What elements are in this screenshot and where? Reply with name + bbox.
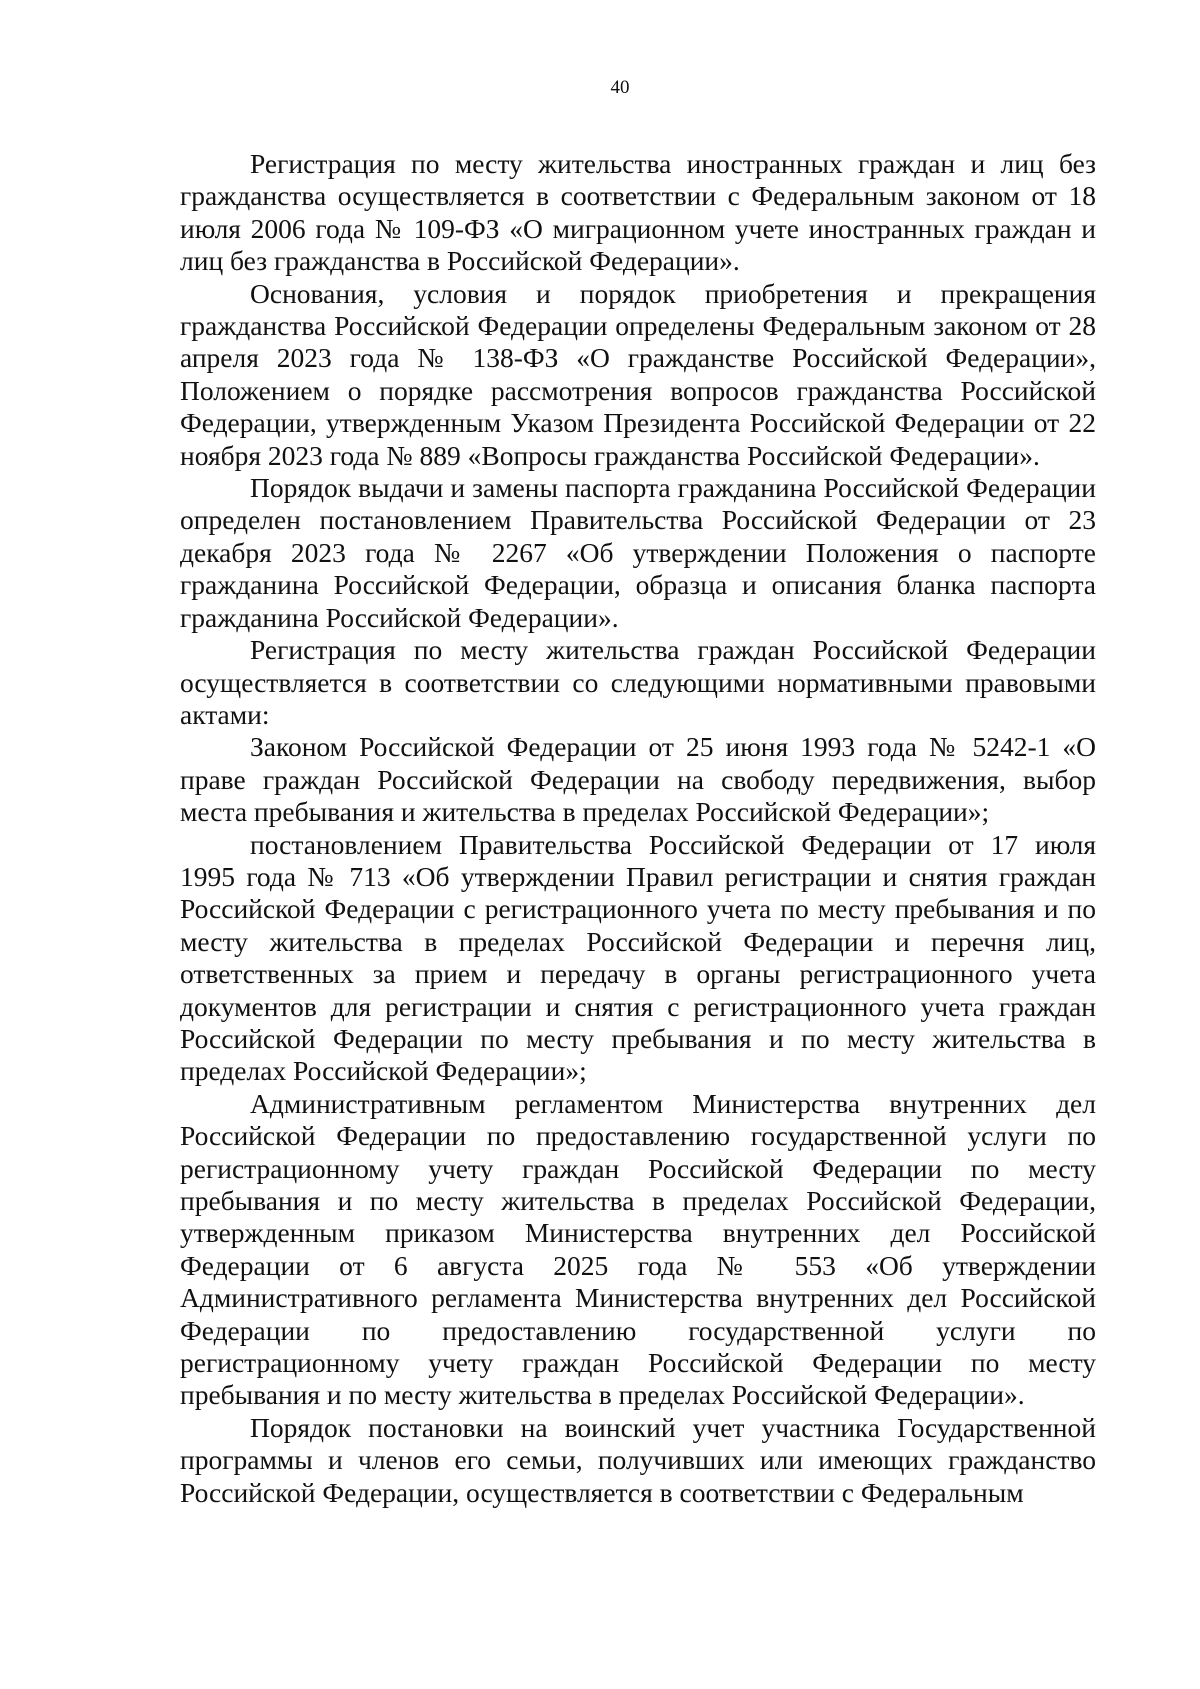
paragraph-law-5242-1: Законом Российской Федерации от 25 июня 1993 года № 5242-1 «О праве граждан Российской Федерации на свободу передвижения, выбор места пребывания и жительства в пределах Российской Федерации»; — [180, 731, 1096, 828]
page-number: 40 — [610, 77, 630, 98]
paragraph-military-registration: Порядок постановки на воинский учет участника Государственной программы и членов его семьи, получивших или имеющих гражданство Российской Федерации, осуществляется в соответствии с Федеральным — [180, 1411, 1096, 1508]
paragraph-administrative-regulation: Административным регламентом Министерства внутренних дел Российской Федерации по предоставлению государственной услуги по регистрационному учету граждан Российской Федерации по месту пребывания и по месту жительства в пределах Российской Федерации, утвержденным приказом Министерства внутренних дел Российской Федерации от 6 августа 2025 года № 553 «Об утверждении Административного регламента Министерства внутренних дел Российской Федерации по предоставлению государственной услуги по регистрационному учету граждан Российской Федерации по месту пребывания и по месту жительства в пределах Российской Федерации». — [180, 1087, 1096, 1411]
paragraph-resolution-713: постановлением Правительства Российской Федерации от 17 июля 1995 года № 713 «Об утверждении Правил регистрации и снятия граждан Российской Федерации с регистрационного учета по месту пребывания и по месту жительства в пределах Российской Федерации и перечня лиц, ответственных за прием и передачу в органы регистрационного учета документов для регистрации и снятия с регистрационного учета граждан Российской Федерации по месту пребывания и по месту жительства в пределах Российской Федерации»; — [180, 828, 1096, 1087]
paragraph-registration-citizens: Регистрация по месту жительства граждан Российской Федерации осуществляется в соответствии со следующими нормативными правовыми актами: — [180, 634, 1096, 730]
paragraph-citizenship-grounds: Основания, условия и порядок приобретения и прекращения гражданства Российской Федерации определены Федеральным законом от 28 апреля 2023 года № 138-ФЗ «О гражданстве Российской Федерации», Положением о порядке рассмотрения вопросов гражданства Российской Федерации, утвержденным Указом Президента Российской Федерации от 22 ноября 2023 года № 889 «Вопросы гражданства Российской Федерации». — [180, 277, 1096, 471]
document-body — [180, 148, 1096, 1509]
paragraph-passport-issuance: Порядок выдачи и замены паспорта гражданина Российской Федерации определен постановлением Правительства Российской Федерации от 23 декабря 2023 года № 2267 «Об утверждении Положения о паспорте гражданина Российской Федерации, образца и описания бланка паспорта гражданина Российской Федерации». — [180, 472, 1096, 633]
paragraph-registration-foreign-citizens: Регистрация по месту жительства иностранных граждан и лиц без гражданства осуществляется в соответствии с Федеральным законом от 18 июля 2006 года № 109-ФЗ «О миграционном учете иностранных граждан и лиц без гражданства в Российской Федерации». — [180, 148, 1096, 277]
